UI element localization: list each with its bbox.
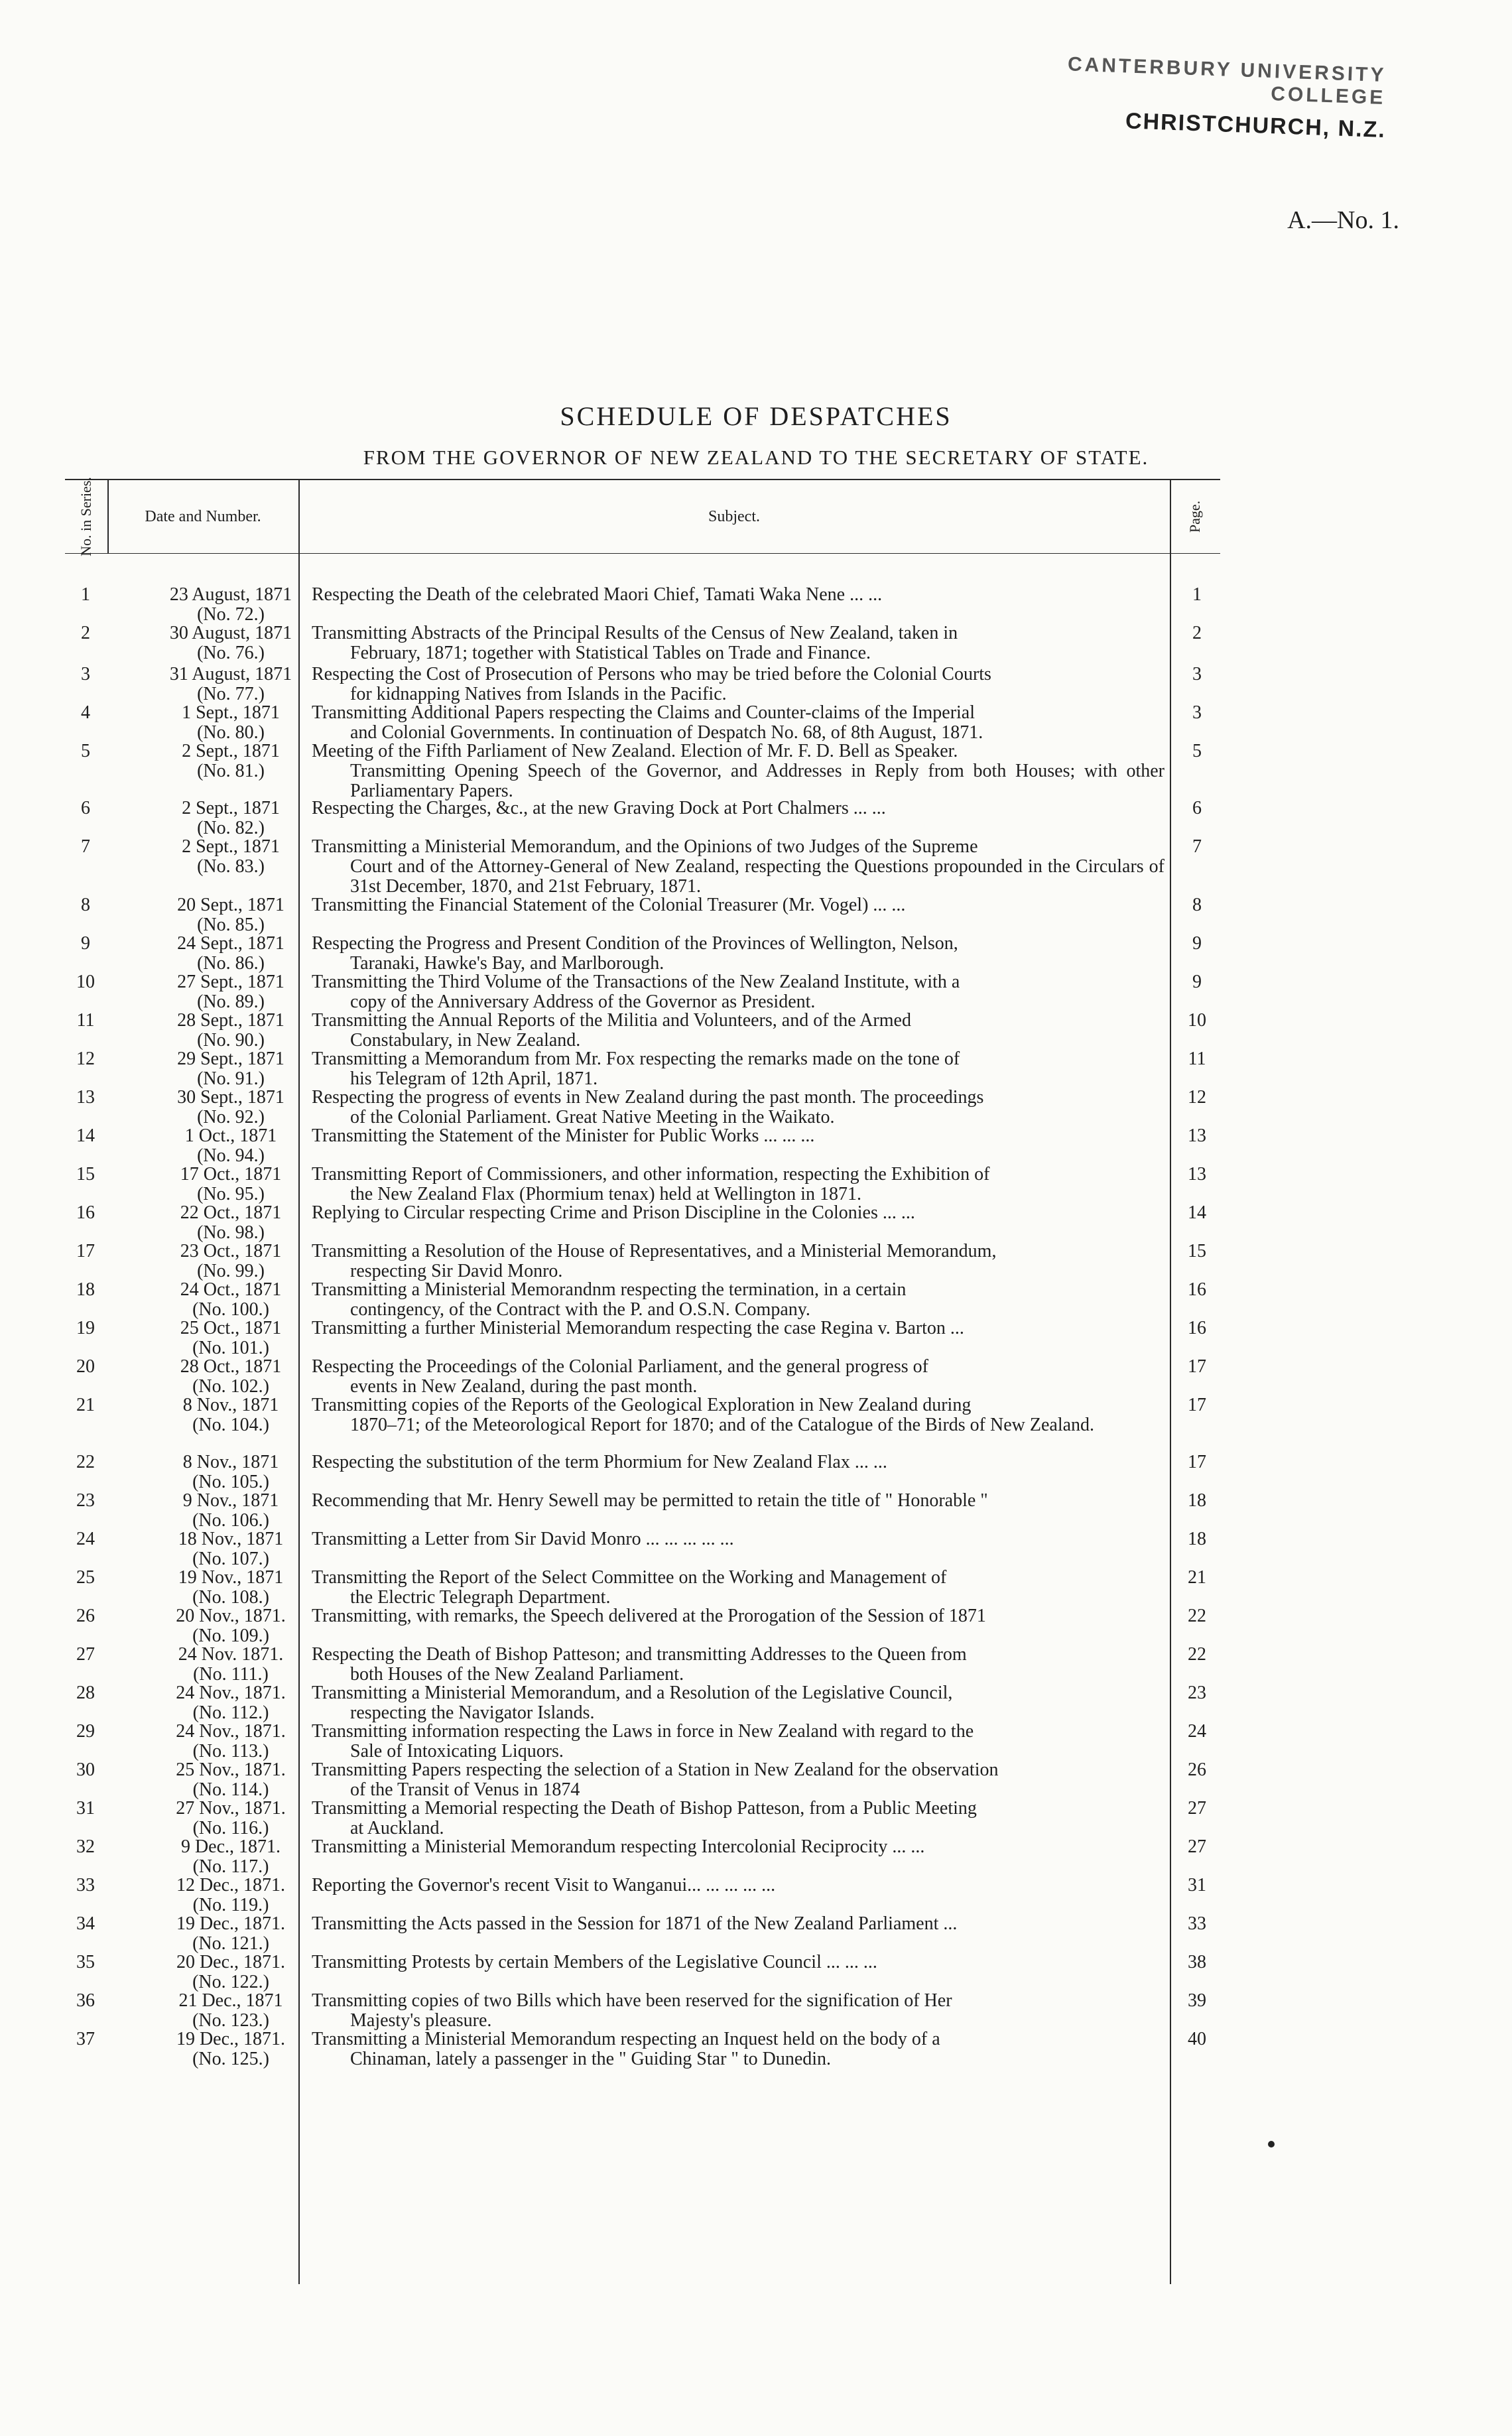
row-date-text: 1 Oct., 1871 xyxy=(184,1125,277,1146)
row-page: 10 xyxy=(1188,1010,1206,1031)
row-date-text: 8 Nov., 1871 xyxy=(182,1452,279,1472)
row-subject xyxy=(312,1568,1165,1608)
row-page: 15 xyxy=(1188,1241,1206,1261)
row-number: 8 xyxy=(81,895,90,915)
row-subject-line: Transmitting Additional Papers respecting the Claims and Counter-claims of the Imperial xyxy=(312,702,976,723)
row-page: 6 xyxy=(1192,798,1202,818)
row-date xyxy=(118,1837,344,1877)
row-despatch-number: (No. 111.) xyxy=(193,1664,269,1685)
row-page: 5 xyxy=(1192,741,1202,761)
library-stamp xyxy=(1041,53,1387,143)
row-despatch-number: (No. 77.) xyxy=(197,684,265,704)
row-subject xyxy=(312,1529,1165,1549)
row-date-text: 2 Sept., 1871 xyxy=(182,798,280,818)
row-subject xyxy=(312,837,1165,897)
row-despatch-number: (No. 94.) xyxy=(197,1145,265,1166)
row-date xyxy=(118,1876,344,1915)
row-despatch-number: (No. 90.) xyxy=(197,1030,265,1051)
row-subject-line: Respecting the Progress and Present Condition of the Provinces of Wellington, Nelson, xyxy=(312,933,958,954)
row-despatch-number: (No. 99.) xyxy=(197,1261,265,1281)
row-number: 23 xyxy=(76,1490,95,1511)
row-despatch-number: (No. 116.) xyxy=(192,1818,269,1838)
row-subject-line: Transmitting Papers respecting the selection of a Station in New Zealand for the observation xyxy=(312,1760,999,1780)
row-date-text: 24 Nov., 1871. xyxy=(176,1683,286,1703)
row-page: 17 xyxy=(1188,1452,1206,1472)
row-date xyxy=(118,1722,344,1762)
row-page: 7 xyxy=(1192,836,1202,857)
row-subject-continuation: for kidnapping Natives from Islands in the Pacific. xyxy=(350,684,727,704)
row-despatch-number: (No. 95.) xyxy=(197,1184,265,1204)
row-page: 9 xyxy=(1192,933,1202,954)
row-date xyxy=(118,1011,344,1051)
row-number: 1 xyxy=(81,584,90,605)
row-number: 21 xyxy=(76,1395,95,1415)
row-date-text: 23 August, 1871 xyxy=(169,584,292,605)
row-date xyxy=(118,1645,344,1685)
row-number: 12 xyxy=(76,1049,95,1069)
row-page: 27 xyxy=(1188,1836,1206,1857)
row-subject xyxy=(312,1242,1165,1281)
row-date-text: 9 Dec., 1871. xyxy=(180,1836,281,1857)
row-subject xyxy=(312,585,1165,605)
row-date-text: 20 Nov., 1871. xyxy=(176,1606,286,1626)
row-subject xyxy=(312,703,1165,743)
row-despatch-number: (No. 76.) xyxy=(197,643,265,663)
row-number: 3 xyxy=(81,664,90,684)
row-number: 13 xyxy=(76,1087,95,1108)
header-no-label: No. in Series. xyxy=(78,477,95,556)
row-subject-line: Transmitting a Memorandum from Mr. Fox respecting the remarks made on the tone of xyxy=(312,1049,960,1069)
row-subject-line: Transmitting Protests by certain Members of the Legislative Council ... ... ... xyxy=(312,1952,877,1972)
row-despatch-number: (No. 105.) xyxy=(192,1472,269,1492)
row-subject xyxy=(312,1203,1165,1223)
row-subject xyxy=(312,1837,1165,1857)
row-subject-continuation: at Auckland. xyxy=(350,1818,444,1838)
row-date-text: 2 Sept., 1871 xyxy=(182,836,280,857)
row-date xyxy=(118,1280,344,1320)
row-date-text: 22 Oct., 1871 xyxy=(180,1202,282,1223)
row-page: 26 xyxy=(1188,1760,1206,1780)
row-subject xyxy=(312,1357,1165,1397)
row-subject-line: Transmitting the Annual Reports of the Militia and Volunteers, and of the Armed xyxy=(312,1010,911,1031)
row-number: 30 xyxy=(76,1760,95,1780)
row-date-text: 28 Sept., 1871 xyxy=(177,1010,284,1031)
row-date xyxy=(118,703,344,743)
row-subject xyxy=(312,1760,1165,1800)
row-subject-continuation: and Colonial Governments. In continuation of Despatch No. 68, of 8th August, 1871. xyxy=(350,722,983,743)
row-subject-line: Transmitting the Acts passed in the Session for 1871 of the New Zealand Parliament ... xyxy=(312,1913,958,1934)
row-despatch-number: (No. 114.) xyxy=(192,1779,269,1800)
row-date xyxy=(118,1088,344,1127)
row-despatch-number: (No. 108.) xyxy=(192,1587,269,1608)
header-date: Date and Number. xyxy=(145,507,261,525)
row-page: 22 xyxy=(1188,1644,1206,1665)
row-despatch-number: (No. 89.) xyxy=(197,992,265,1012)
row-date-text: 20 Sept., 1871 xyxy=(177,895,284,915)
row-subject-line: Transmitting a Ministerial Memorandnm respecting the termination, in a certain xyxy=(312,1279,907,1300)
row-subject xyxy=(312,1914,1165,1934)
row-date-text: 23 Oct., 1871 xyxy=(180,1241,282,1261)
row-date-text: 28 Oct., 1871 xyxy=(180,1356,282,1377)
row-number: 26 xyxy=(76,1606,95,1626)
row-despatch-number: (No. 117.) xyxy=(192,1856,269,1877)
row-subject-line: Transmitting a Resolution of the House of Representatives, and a Ministerial Memorandum, xyxy=(312,1241,997,1261)
row-date-text: 25 Oct., 1871 xyxy=(180,1318,282,1338)
row-date xyxy=(118,1760,344,1800)
row-subject-continuation: Transmitting Opening Speech of the Governor, and Addresses in Reply from both Houses; with other Parliamentary Papers. xyxy=(350,761,1165,801)
row-subject-line: Transmitting Abstracts of the Principal Results of the Census of New Zealand, taken in xyxy=(312,623,958,643)
row-page: 3 xyxy=(1192,702,1202,723)
row-page: 38 xyxy=(1188,1952,1206,1972)
row-page: 22 xyxy=(1188,1606,1206,1626)
row-despatch-number: (No. 85.) xyxy=(197,915,265,935)
row-subject xyxy=(312,741,1165,801)
row-despatch-number: (No. 112.) xyxy=(192,1702,269,1723)
row-page: 3 xyxy=(1192,664,1202,684)
row-subject xyxy=(312,1991,1165,2031)
row-despatch-number: (No. 113.) xyxy=(192,1741,269,1762)
row-date xyxy=(118,1049,344,1089)
row-number: 22 xyxy=(76,1452,95,1472)
row-subject-line: Respecting the progress of events in New Zealand during the past month. The proceedings xyxy=(312,1087,984,1108)
row-subject xyxy=(312,1953,1165,1972)
row-date xyxy=(118,1126,344,1166)
row-date xyxy=(118,1568,344,1608)
row-date xyxy=(118,837,344,877)
row-number: 29 xyxy=(76,1721,95,1742)
row-number: 20 xyxy=(76,1356,95,1377)
row-despatch-number: (No. 123.) xyxy=(192,2010,269,2031)
row-despatch-number: (No. 98.) xyxy=(197,1222,265,1243)
row-subject-line: Respecting the Cost of Prosecution of Persons who may be tried before the Colonial Courts xyxy=(312,664,991,684)
row-subject-continuation: both Houses of the New Zealand Parliament. xyxy=(350,1664,684,1685)
row-despatch-number: (No. 83.) xyxy=(197,856,265,877)
row-date xyxy=(118,934,344,974)
row-date xyxy=(118,1242,344,1281)
row-subject-continuation: Chinaman, lately a passenger in the " Guiding Star " to Dunedin. xyxy=(350,2049,832,2069)
row-number: 6 xyxy=(81,798,90,818)
row-subject-continuation: copy of the Anniversary Address of the Governor as President. xyxy=(350,992,816,1012)
row-subject-continuation: Constabulary, in New Zealand. xyxy=(350,1030,581,1051)
row-subject-continuation: his Telegram of 12th April, 1871. xyxy=(350,1068,598,1089)
row-subject xyxy=(312,665,1165,704)
row-subject xyxy=(312,1606,1165,1626)
row-number: 33 xyxy=(76,1875,95,1895)
row-subject-continuation: events in New Zealand, during the past month. xyxy=(350,1376,698,1397)
row-page: 18 xyxy=(1188,1529,1206,1549)
row-number: 32 xyxy=(76,1836,95,1857)
row-page: 8 xyxy=(1192,895,1202,915)
row-date xyxy=(118,741,344,781)
row-despatch-number: (No. 102.) xyxy=(192,1376,269,1397)
row-page: 17 xyxy=(1188,1395,1206,1415)
row-subject-line: Transmitting, with remarks, the Speech delivered at the Prorogation of the Session of 1871 xyxy=(312,1606,986,1626)
row-despatch-number: (No. 119.) xyxy=(192,1895,269,1915)
row-despatch-number: (No. 86.) xyxy=(197,953,265,974)
row-subject xyxy=(312,895,1165,915)
row-subject xyxy=(312,1645,1165,1685)
row-number: 34 xyxy=(76,1913,95,1934)
row-page: 27 xyxy=(1188,1798,1206,1819)
row-number: 4 xyxy=(81,702,90,723)
row-date xyxy=(118,1318,344,1358)
row-subject xyxy=(312,1452,1165,1472)
row-date xyxy=(118,585,344,625)
row-subject-line: Transmitting the Financial Statement of the Colonial Treasurer (Mr. Vogel) ... ... xyxy=(312,895,906,915)
row-date xyxy=(118,1991,344,2031)
row-number: 7 xyxy=(81,836,90,857)
row-despatch-number: (No. 104.) xyxy=(192,1415,269,1435)
header-no xyxy=(65,477,107,556)
row-date-text: 30 Sept., 1871 xyxy=(177,1087,284,1108)
row-subject-line: Transmitting the Statement of the Minister for Public Works ... ... ... xyxy=(312,1125,815,1146)
row-subject xyxy=(312,1491,1165,1511)
row-subject-line: Transmitting a Ministerial Memorandum respecting Intercolonial Reciprocity ... ... xyxy=(312,1836,925,1857)
row-page: 16 xyxy=(1188,1279,1206,1300)
row-date-text: 24 Sept., 1871 xyxy=(177,933,284,954)
header-subject: Subject. xyxy=(708,507,760,525)
row-number: 17 xyxy=(76,1241,95,1261)
row-page: 18 xyxy=(1188,1490,1206,1511)
page-title: SCHEDULE OF DESPATCHES xyxy=(560,401,952,431)
row-subject xyxy=(312,1799,1165,1838)
row-despatch-number: (No. 121.) xyxy=(192,1933,269,1954)
row-date xyxy=(118,1203,344,1243)
row-subject xyxy=(312,1280,1165,1320)
row-subject xyxy=(312,1088,1165,1127)
row-subject-line: Transmitting a Ministerial Memorandum, and a Resolution of the Legislative Council, xyxy=(312,1683,953,1703)
row-date xyxy=(118,1914,344,1954)
row-date-text: 24 Nov., 1871. xyxy=(176,1721,286,1742)
col-divider xyxy=(1170,480,1171,2284)
row-page: 11 xyxy=(1188,1049,1206,1069)
page-subtitle: FROM THE GOVERNOR OF NEW ZEALAND TO THE SECRETARY OF STATE. xyxy=(363,446,1149,469)
row-subject-line: Transmitting a further Ministerial Memorandum respecting the case Regina v. Barton ... xyxy=(312,1318,964,1338)
row-date-text: 25 Nov., 1871. xyxy=(176,1760,286,1780)
row-subject-continuation: Taranaki, Hawke's Bay, and Marlborough. xyxy=(350,953,664,974)
row-page: 40 xyxy=(1188,2029,1206,2049)
row-number: 5 xyxy=(81,741,90,761)
ink-speck xyxy=(1268,2141,1275,2148)
row-subject xyxy=(312,623,1165,663)
row-date-text: 24 Oct., 1871 xyxy=(180,1279,282,1300)
row-number: 18 xyxy=(76,1279,95,1300)
row-subject-line: Transmitting a Ministerial Memorandum, and the Opinions of two Judges of the Supreme xyxy=(312,836,978,857)
row-date xyxy=(118,1529,344,1569)
row-subject xyxy=(312,1876,1165,1895)
row-date xyxy=(118,1799,344,1838)
row-date-text: 19 Nov., 1871 xyxy=(178,1567,284,1588)
row-subject-continuation: Sale of Intoxicating Liquors. xyxy=(350,1741,564,1762)
row-date-text: 18 Nov., 1871 xyxy=(178,1529,284,1549)
row-subject-line: Recommending that Mr. Henry Sewell may be permitted to retain the title of " Honorable " xyxy=(312,1490,988,1511)
row-subject-continuation: respecting Sir David Monro. xyxy=(350,1261,563,1281)
row-subject xyxy=(312,1049,1165,1089)
row-date xyxy=(118,1357,344,1397)
row-subject-continuation: Court and of the Attorney-General of New Zealand, respecting the Questions propounded in the Circulars of 31st December, 1870, and 21st February, 1871. xyxy=(350,856,1165,897)
row-number: 19 xyxy=(76,1318,95,1338)
row-subject xyxy=(312,1395,1165,1435)
header-rule xyxy=(65,553,1220,554)
row-page: 33 xyxy=(1188,1913,1206,1934)
row-despatch-number: (No. 100.) xyxy=(192,1299,269,1320)
row-despatch-number: (No. 82.) xyxy=(197,818,265,838)
row-page: 16 xyxy=(1188,1318,1206,1338)
row-despatch-number: (No. 125.) xyxy=(192,2049,269,2069)
row-subject-line: Transmitting a Ministerial Memorandum respecting an Inquest held on the body of a xyxy=(312,2029,940,2049)
row-subject xyxy=(312,1011,1165,1051)
row-despatch-number: (No. 101.) xyxy=(192,1338,269,1358)
row-number: 24 xyxy=(76,1529,95,1549)
row-subject-line: Respecting the substitution of the term Phormium for New Zealand Flax ... ... xyxy=(312,1452,887,1472)
row-number: 27 xyxy=(76,1644,95,1665)
row-date xyxy=(118,623,344,663)
row-date-text: 29 Sept., 1871 xyxy=(177,1049,284,1069)
row-subject-continuation: the New Zealand Flax (Phormium tenax) held at Wellington in 1871. xyxy=(350,1184,861,1204)
row-subject-line: Transmitting the Report of the Select Committee on the Working and Management of xyxy=(312,1567,947,1588)
row-date-text: 27 Nov., 1871. xyxy=(176,1798,286,1819)
row-subject xyxy=(312,1126,1165,1146)
despatch-table xyxy=(65,479,1220,2284)
row-subject xyxy=(312,1722,1165,1762)
row-subject-continuation: contingency, of the Contract with the P. and O.S.N. Company. xyxy=(350,1299,810,1320)
row-page: 14 xyxy=(1188,1202,1206,1223)
row-despatch-number: (No. 106.) xyxy=(192,1510,269,1531)
row-date-text: 19 Dec., 1871. xyxy=(176,2029,286,2049)
row-page: 9 xyxy=(1192,972,1202,992)
row-despatch-number: (No. 72.) xyxy=(197,604,265,625)
row-date-text: 8 Nov., 1871 xyxy=(182,1395,279,1415)
row-subject-line: Respecting the Charges, &c., at the new Graving Dock at Port Chalmers ... ... xyxy=(312,798,886,818)
row-subject-line: Respecting the Proceedings of the Colonial Parliament, and the general progress of xyxy=(312,1356,928,1377)
row-despatch-number: (No. 80.) xyxy=(197,722,265,743)
row-despatch-number: (No. 109.) xyxy=(192,1626,269,1646)
row-number: 16 xyxy=(76,1202,95,1223)
row-date xyxy=(118,665,344,704)
row-number: 37 xyxy=(76,2029,95,2049)
row-subject xyxy=(312,1165,1165,1204)
row-number: 2 xyxy=(81,623,90,643)
row-date xyxy=(118,1491,344,1531)
row-subject-line: Transmitting a Memorial respecting the Death of Bishop Patteson, from a Public Meeting xyxy=(312,1798,977,1819)
row-date-text: 20 Dec., 1871. xyxy=(176,1952,286,1972)
row-page: 13 xyxy=(1188,1164,1206,1185)
row-subject xyxy=(312,799,1165,818)
row-page: 13 xyxy=(1188,1125,1206,1146)
row-number: 35 xyxy=(76,1952,95,1972)
row-page: 12 xyxy=(1188,1087,1206,1108)
row-subject xyxy=(312,1683,1165,1723)
header-page xyxy=(1170,480,1220,553)
row-subject xyxy=(312,2029,1165,2069)
row-page: 2 xyxy=(1192,623,1202,643)
row-date-text: 27 Sept., 1871 xyxy=(177,972,284,992)
row-number: 36 xyxy=(76,1990,95,2011)
row-subject-line: Respecting the Death of the celebrated Maori Chief, Tamati Waka Nene ... ... xyxy=(312,584,883,605)
row-subject-continuation: of the Colonial Parliament. Great Native Meeting in the Waikato. xyxy=(350,1107,835,1127)
row-date xyxy=(118,1953,344,1992)
row-despatch-number: (No. 91.) xyxy=(197,1068,265,1089)
row-subject xyxy=(312,934,1165,974)
row-subject-continuation: of the Transit of Venus in 1874 xyxy=(350,1779,580,1800)
row-subject-continuation: respecting the Navigator Islands. xyxy=(350,1702,595,1723)
row-date xyxy=(118,2029,344,2069)
row-subject xyxy=(312,972,1165,1012)
row-subject-continuation: 1870–71; of the Meteorological Report for 1870; and of the Catalogue of the Birds of New Zealand. xyxy=(350,1415,1095,1435)
row-subject xyxy=(312,1318,1165,1338)
row-subject-line: Meeting of the Fifth Parliament of New Zealand. Election of Mr. F. D. Bell as Speaker. xyxy=(312,741,958,761)
row-number: 9 xyxy=(81,933,90,954)
row-number: 15 xyxy=(76,1164,95,1185)
row-subject-continuation: Majesty's pleasure. xyxy=(350,2010,492,2031)
row-date xyxy=(118,1395,344,1435)
row-date xyxy=(118,1606,344,1646)
document-reference: A.—No. 1. xyxy=(1287,206,1399,234)
row-number: 11 xyxy=(76,1010,95,1031)
header-page-label: Page. xyxy=(1186,500,1203,533)
row-subject-line: Transmitting copies of the Reports of the Geological Exploration in New Zealand during xyxy=(312,1395,972,1415)
row-subject-continuation: the Electric Telegraph Department. xyxy=(350,1587,611,1608)
row-date-text: 31 August, 1871 xyxy=(169,664,292,684)
row-date xyxy=(118,799,344,838)
row-date-text: 12 Dec., 1871. xyxy=(176,1875,286,1895)
row-date-text: 19 Dec., 1871. xyxy=(176,1913,286,1934)
row-despatch-number: (No. 122.) xyxy=(192,1972,269,1992)
row-date-text: 24 Nov. 1871. xyxy=(178,1644,284,1665)
row-subject-line: Transmitting Report of Commissioners, and other information, respecting the Exhibition of xyxy=(312,1164,990,1185)
row-subject-line: Transmitting copies of two Bills which have been reserved for the signification of Her xyxy=(312,1990,952,2011)
row-subject-line: Respecting the Death of Bishop Patteson; and transmitting Addresses to the Queen from xyxy=(312,1644,967,1665)
row-number: 14 xyxy=(76,1125,95,1146)
row-number: 28 xyxy=(76,1683,95,1703)
row-date xyxy=(118,1452,344,1492)
row-subject-continuation: February, 1871; together with Statistical Tables on Trade and Finance. xyxy=(350,643,871,663)
row-despatch-number: (No. 81.) xyxy=(197,761,265,781)
row-page: 31 xyxy=(1188,1875,1206,1895)
row-despatch-number: (No. 92.) xyxy=(197,1107,265,1127)
row-despatch-number: (No. 107.) xyxy=(192,1549,269,1569)
row-subject-line: Replying to Circular respecting Crime and Prison Discipline in the Colonies ... ... xyxy=(312,1202,915,1223)
row-date-text: 9 Nov., 1871 xyxy=(182,1490,279,1511)
row-page: 21 xyxy=(1188,1567,1206,1588)
row-subject-line: Reporting the Governor's recent Visit to Wanganui... ... ... ... ... xyxy=(312,1875,776,1895)
row-date-text: 17 Oct., 1871 xyxy=(180,1164,282,1185)
row-page: 39 xyxy=(1188,1990,1206,2011)
row-date xyxy=(118,972,344,1012)
row-subject-line: Transmitting the Third Volume of the Transactions of the New Zealand Institute, with a xyxy=(312,972,960,992)
row-subject-line: Transmitting information respecting the Laws in force in New Zealand with regard to the xyxy=(312,1721,974,1742)
row-number: 31 xyxy=(76,1798,95,1819)
stamp-line-1: CANTERBURY UNIVERSITY COLLEGE xyxy=(1067,53,1387,109)
row-date-text: 21 Dec., 1871 xyxy=(178,1990,283,2011)
row-page: 1 xyxy=(1192,584,1202,605)
row-page: 23 xyxy=(1188,1683,1206,1703)
row-date xyxy=(118,1683,344,1723)
row-date-text: 1 Sept., 1871 xyxy=(182,702,280,723)
row-page: 17 xyxy=(1188,1356,1206,1377)
row-number: 25 xyxy=(76,1567,95,1588)
row-date xyxy=(118,895,344,935)
row-page: 24 xyxy=(1188,1721,1206,1742)
row-date xyxy=(118,1165,344,1204)
row-date-text: 30 August, 1871 xyxy=(169,623,292,643)
row-number: 10 xyxy=(76,972,95,992)
row-date-text: 2 Sept., 1871 xyxy=(182,741,280,761)
row-subject-line: Transmitting a Letter from Sir David Monro ... ... ... ... ... xyxy=(312,1529,734,1549)
stamp-line-2: CHRISTCHURCH, N.Z. xyxy=(1125,108,1387,143)
